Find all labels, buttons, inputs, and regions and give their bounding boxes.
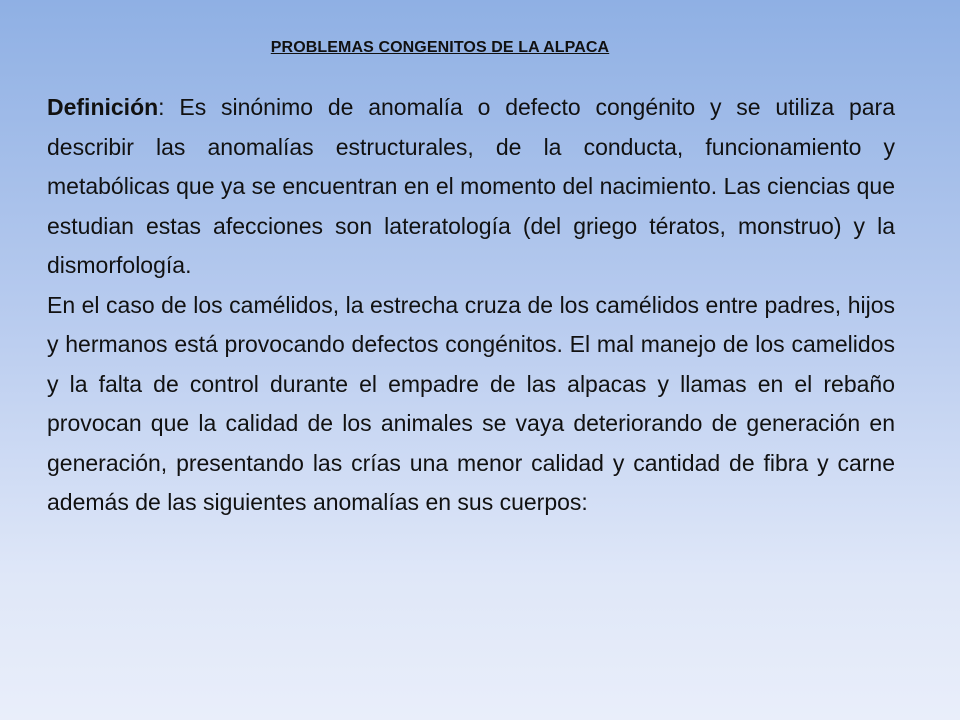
definition-term: Definición xyxy=(47,94,159,120)
slide-title: PROBLEMAS CONGENITOS DE LA ALPACA xyxy=(270,39,610,56)
definition-text: : Es sinónimo de anomalía o defecto congénito y se utiliza para describir las anomalías estructurales, de la conducta, funcionamiento y metabólicas que ya se encuentran en el momento del nacimiento. Las ciencias que estudian estas afecciones son lateratología (del griego tératos, monstruo) y la dismorfología. xyxy=(47,94,895,278)
camelid-paragraph: En el caso de los camélidos, la estrecha cruza de los camélidos entre padres, hijos y hermanos está provocando defectos congénitos. El mal manejo de los camelidos y la falta de control durante el empadre de las alpacas y llamas en el rebaño provocan que la calidad de los animales se vaya deteriorando de generación en generación, presentando las crías una menor calidad y cantidad de fibra y carne además de las siguientes anomalías en sus cuerpos: xyxy=(47,291,895,515)
definition-paragraph xyxy=(47,88,895,286)
slide-body xyxy=(47,88,895,523)
